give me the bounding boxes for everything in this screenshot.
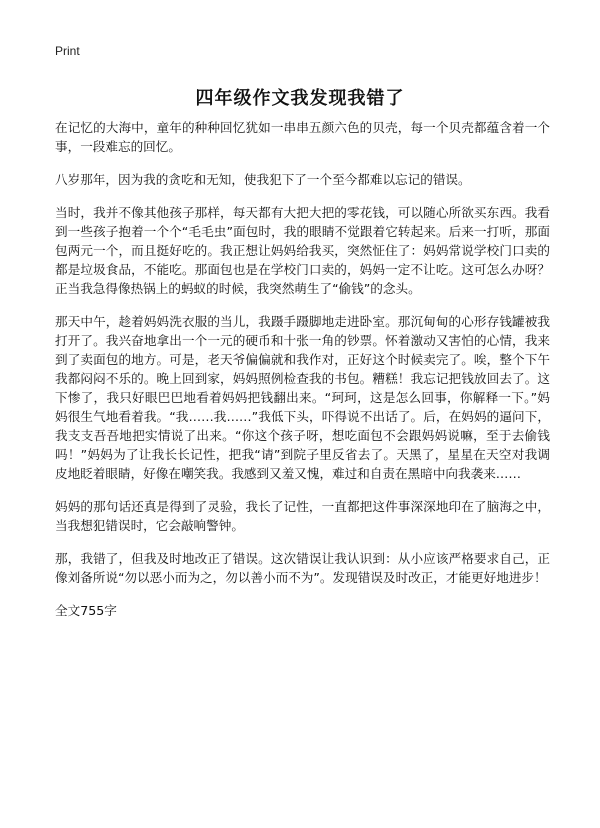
word-count: 全文755字 (55, 603, 117, 618)
print-link[interactable]: Print (55, 44, 80, 58)
paragraph-temptation: 当时，我并不像其他孩子那样，每天都有大把大把的零花钱，可以随心所欲买东西。我看到一些孩子抱着一个个“毛毛虫”面包时，我的眼睛不觉跟着它转起来。后来一打听，那面包两元一个，而且挺好吃的。我正想让妈妈给我买，突然怔住了：妈妈常说学校门口卖的都是垃圾食品，不能吃。那面包也是在学校门口卖的，妈妈一定不让吃。这可怎么办呀？正当我急得像热锅上的蚂蚁的时候，我突然萌生了“偷钱”的念头。 (55, 205, 550, 296)
paragraph-lesson: 妈妈的那句话还真是得到了灵验，我长了记性，一直都把这件事深深地印在了脑海之中，当我想犯错误时，它会敲响警钟。 (55, 499, 550, 533)
paragraph-incident: 那天中午，趁着妈妈洗衣服的当儿，我蹑手蹑脚地走进卧室。那沉甸甸的心形存钱罐被我打开了。我兴奋地拿出一个一元的硬币和十张一角的钞票。怀着激动又害怕的心情，我来到了卖面包的地方。可是，老天爷偏偏就和我作对，正好这个时候卖完了。唉，整个下午我都闷闷不乐的。晚上回到家，妈妈照例检查我的书包。糟糕！我忘记把钱放回去了。这下惨了，我只好眼巴巴地看着妈妈把钱翻出来。“珂珂，这是怎么回事，你解释一下。”妈妈很生气地看着我。“我……我……”我低下头，吓得说不出话了。后，在妈妈的逼问下，我支支吾吾地把实情说了出来。“你这个孩子呀，想吃面包不会跟妈妈说嘛，至于去偷钱吗！”妈妈为了让我长长记性，把我“请”到院子里反省去了。天黑了，星星在天空对我调皮地眨着眼睛，好像在嘲笑我。我感到又羞又愧，难过和自责在黑暗中向我袭来…… (55, 314, 550, 481)
article-body (55, 118, 550, 620)
article-title: 四年级作文我发现我错了 (195, 88, 405, 109)
paragraph-intro: 在记忆的大海中，童年的种种回忆犹如一串串五颜六色的贝壳，每一个贝壳都蕴含着一个事，一段难忘的回忆。 (55, 120, 550, 154)
paragraph-age-eight: 八岁那年，因为我的贪吃和无知，使我犯下了一个至今都难以忘记的错误。 (55, 172, 471, 187)
paragraph-conclusion: 那，我错了，但我及时地改正了错误。这次错误让我认识到：从小应该严格要求自己，正像刘备所说“勿以恶小而为之，勿以善小而不为”。发现错误及时改正，才能更好地进步！ (55, 551, 550, 585)
